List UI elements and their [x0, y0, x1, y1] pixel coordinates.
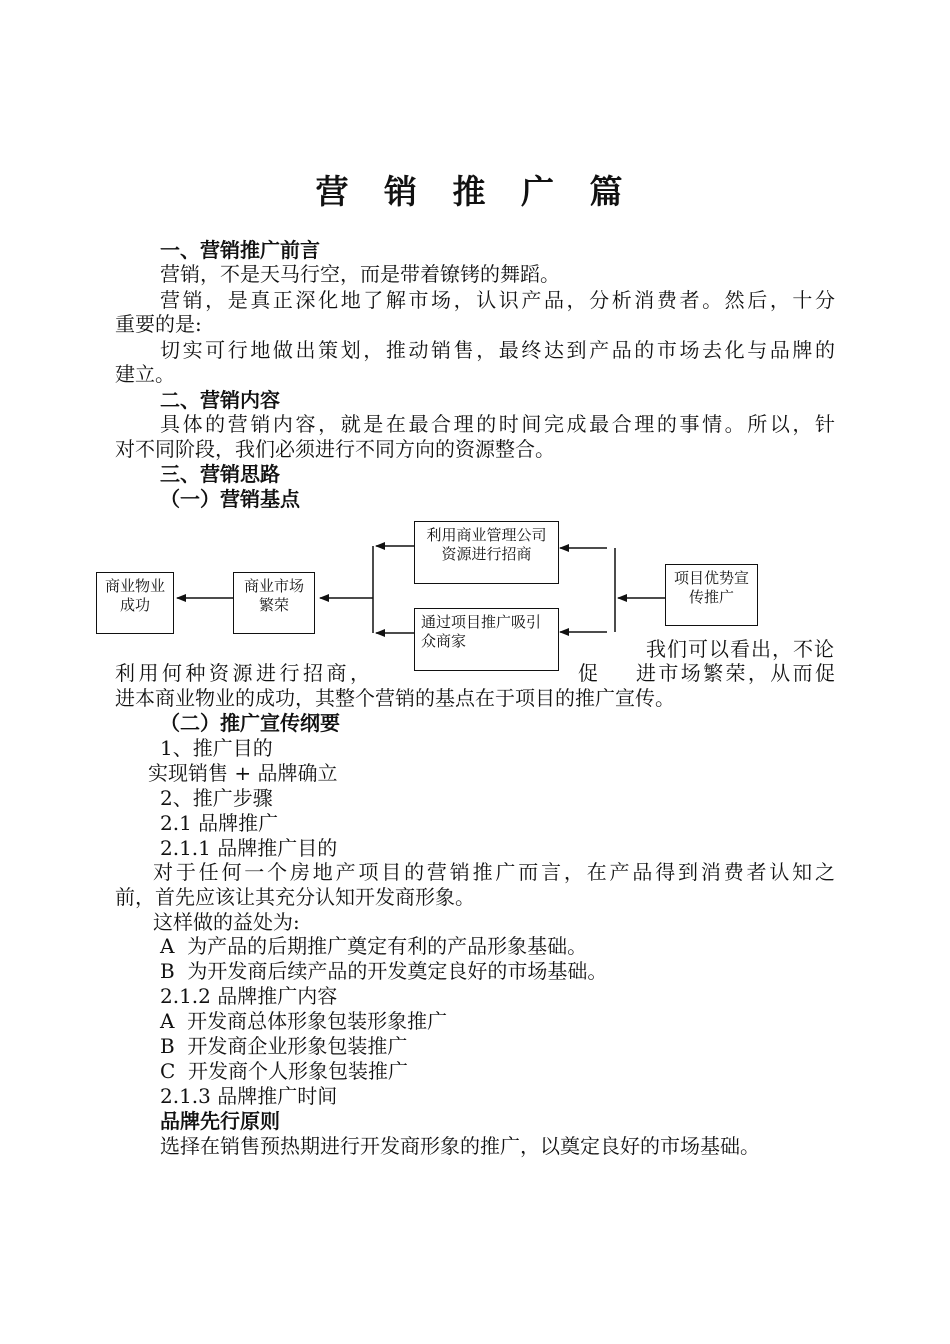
item-2-1-1-para-line1: 对于任何一个房地产项目的营销推广而言，在产品得到消费者认知之 — [153, 860, 835, 884]
diagram-para-c: 进本商业物业的成功，其整个营销的基点在于项目的推广宣传。 — [115, 686, 675, 710]
section1-p2-line2: 重要的是: — [115, 312, 202, 336]
section2-heading: 二、营销内容 — [160, 388, 280, 412]
box-property-success: 商业物业成功 — [96, 572, 174, 634]
diagram-para-b2: 促 — [578, 661, 598, 685]
item-1-value: 实现销售 + 品牌确立 — [148, 761, 338, 785]
section2-p1-line2: 对不同阶段，我们必须进行不同方向的资源整合。 — [115, 437, 555, 461]
section1-p1: 营销，不是天马行空，而是带着镣铐的舞蹈。 — [160, 262, 560, 286]
diagram-para-b3: 进市场繁荣，从而促 — [636, 661, 835, 685]
benefit-intro: 这样做的益处为: — [153, 910, 300, 934]
diagram-para-b1: 利用何种资源进行招商， — [115, 661, 370, 685]
benefit-b: B 为开发商后续产品的开发奠定良好的市场基础。 — [160, 959, 608, 983]
item-2-1-1-para-line2: 前，首先应该让其充分认知开发商形象。 — [115, 885, 475, 909]
section1-p2-line1: 营销，是真正深化地了解市场，认识产品，分析消费者。然后，十分 — [160, 288, 835, 312]
box-project-promotion: 通过项目推广吸引众商家 — [414, 608, 559, 671]
section1-p3-line2: 建立。 — [115, 362, 175, 386]
box-project-advantage: 项目优势宣传推广 — [665, 564, 758, 626]
principle-text: 选择在销售预热期进行开发商形象的推广，以奠定良好的市场基础。 — [160, 1134, 760, 1158]
box-mgmt-company-resources: 利用商业管理公司资源进行招商 — [414, 521, 559, 584]
section2-p1-line1: 具体的营销内容，就是在最合理的时间完成最合理的事情。所以，针 — [160, 412, 835, 436]
section1-p3-line1: 切实可行地做出策划，推动销售，最终达到产品的市场去化与品牌的 — [160, 338, 835, 362]
page-title: 营 销 推 广 篇 — [315, 172, 635, 211]
content-c: C 开发商个人形象包装推广 — [160, 1059, 409, 1083]
box-market-prosperity: 商业市场繁荣 — [233, 572, 315, 634]
item-2-1-1-heading: 2.1.1 品牌推广目的 — [160, 836, 338, 860]
item-2-1-heading: 2.1 品牌推广 — [160, 811, 279, 835]
section3-heading: 三、营销思路 — [160, 462, 280, 486]
section3-sub1: （一）营销基点 — [160, 487, 300, 511]
benefit-a: A 为产品的后期推广奠定有利的产品形象基础。 — [160, 934, 588, 958]
item-1-heading: 1、推广目的 — [160, 736, 273, 760]
content-a: A 开发商总体形象包装形象推广 — [160, 1009, 448, 1033]
section1-heading: 一、营销推广前言 — [160, 238, 320, 262]
content-b: B 开发商企业形象包装推广 — [160, 1034, 408, 1058]
item-2-heading: 2、推广步骤 — [160, 786, 273, 810]
item-2-1-3-heading: 2.1.3 品牌推广时间 — [160, 1084, 338, 1108]
principle-heading: 品牌先行原则 — [160, 1109, 280, 1133]
item-2-1-2-heading: 2.1.2 品牌推广内容 — [160, 984, 338, 1008]
section3-sub2: （二）推广宣传纲要 — [160, 711, 340, 735]
diagram-para-a: 我们可以看出，不论 — [646, 637, 835, 661]
